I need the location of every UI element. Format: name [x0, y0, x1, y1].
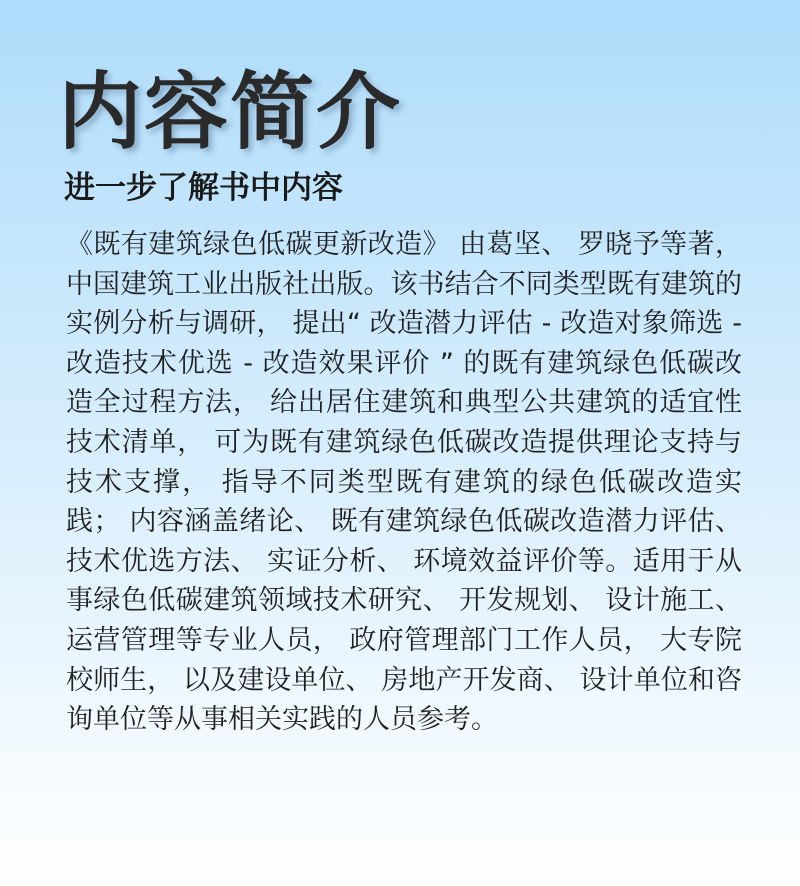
section-title: 内容简介	[58, 63, 403, 161]
section-subtitle: 进一步了解书中内容	[64, 170, 343, 206]
book-description: 《既有建筑绿色低碳更新改造》 由葛坚、 罗晓予等著， 中国建筑工业出版社出版。该书结合不同类型既有建筑的实例分析与调研， 提出“ 改造潜力评估 - 改造对象筛选 - 改造技术优选 - 改造效果评价 ” 的既有建筑绿色低碳改造全过程方法， 给出居住建筑和典型公共建筑的适宜性技术清单， 可为既有建筑绿色低碳改造提供理论支持与技术支撑， 指导不同类型既有建筑的绿色低碳改造实践； 内容涵盖绪论、 既有建筑绿色低碳改造潜力评估、 技术优选方法、 实证分析、 环境效益评价等。适用于从事绿色低碳建筑领域技术研究、 开发规划、 设计施工、 运营管理等专业人员， 政府管理部门工作人员， 大专院校师生， 以及建设单位、 房地产开发商、 设计单位和咨询单位等从事相关实践的人员参考。	[66, 229, 742, 736]
